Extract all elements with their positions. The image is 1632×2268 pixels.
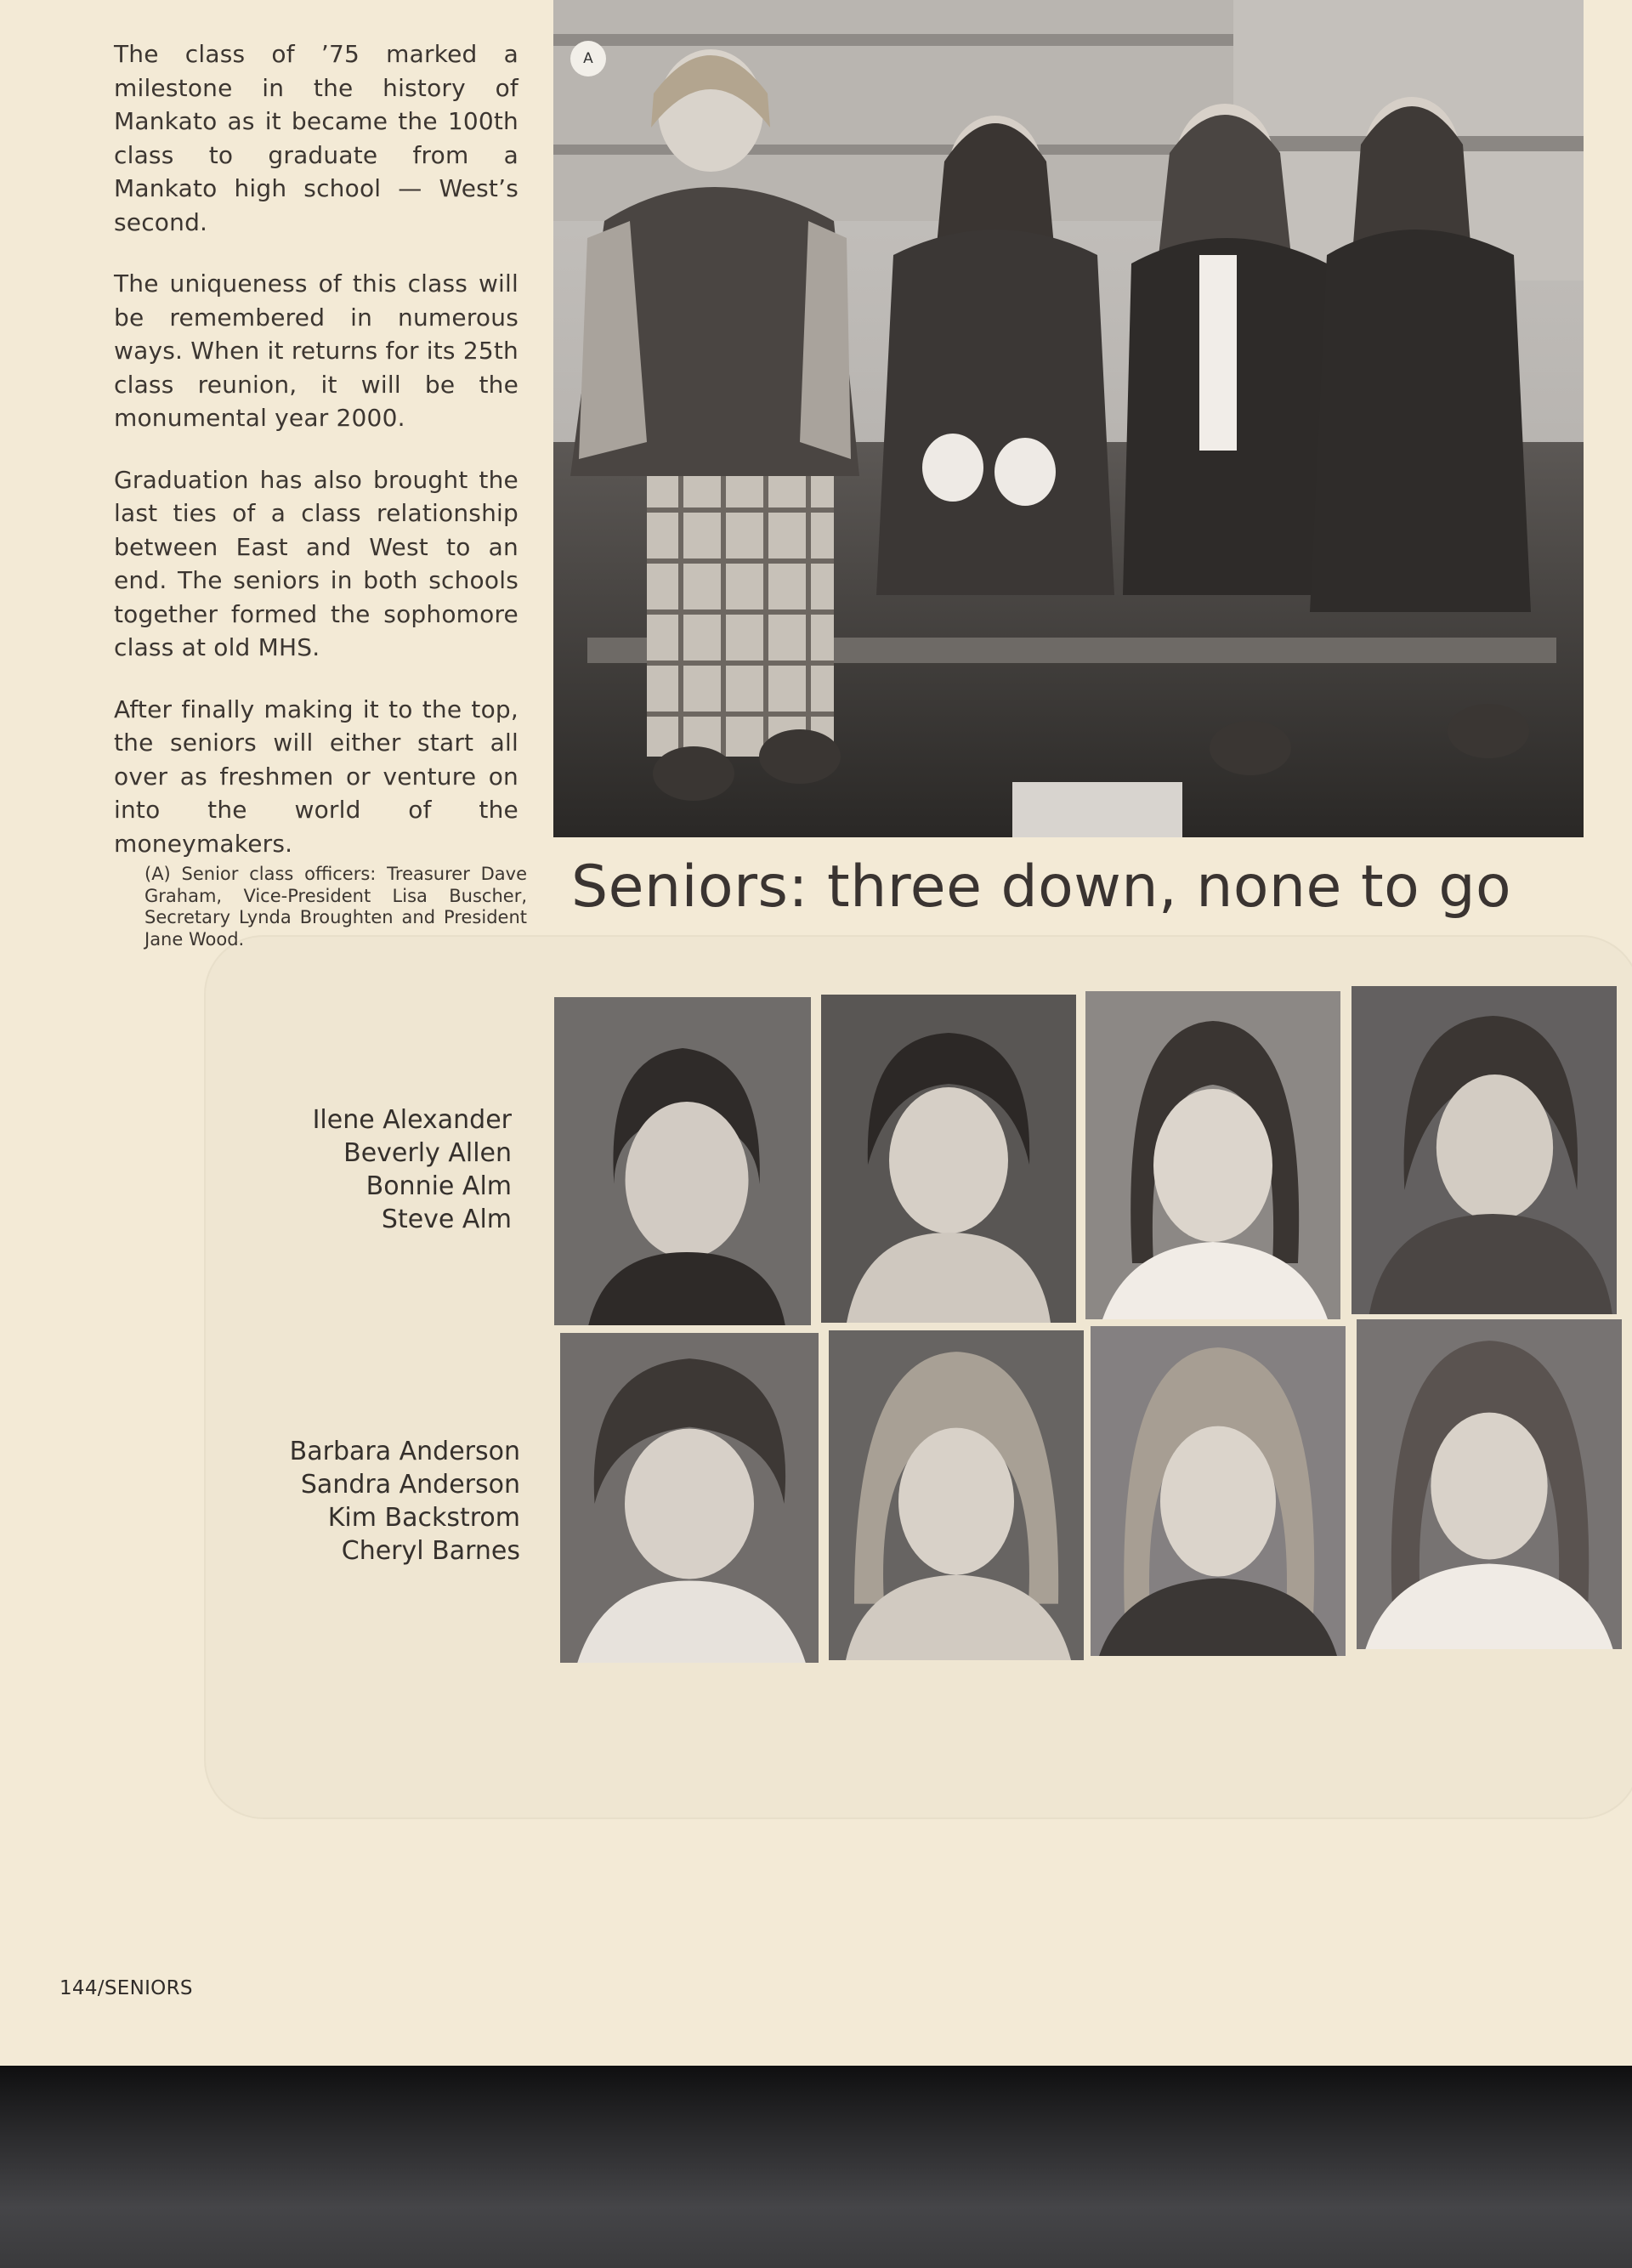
- intro-text: [114, 37, 518, 888]
- senior-name: Sandra Anderson: [300, 1470, 520, 1500]
- page-number-label: 144/SENIORS: [60, 1977, 193, 1999]
- senior-name: Kim Backstrom: [327, 1503, 520, 1533]
- page-headline: Seniors: three down, none to go: [571, 853, 1512, 921]
- intro-paragraph: The uniqueness of this class will be remembered in numerous ways. When it returns for its 25th class reunion, it will be the monumental year 2000.: [114, 269, 518, 432]
- portrait-photo: [1091, 1326, 1346, 1656]
- intro-paragraph: The class of ’75 marked a milestone in the history of Mankato as it became the 100th class to graduate from a Mankato high school — West’s second.: [114, 40, 518, 236]
- portrait-photo: [560, 1333, 819, 1663]
- portrait-photo: [829, 1330, 1084, 1660]
- senior-name: Ilene Alexander: [312, 1105, 512, 1135]
- senior-name: Beverly Allen: [343, 1138, 512, 1168]
- name-list-row-2: [180, 1435, 520, 1568]
- portrait-photo: [821, 995, 1076, 1323]
- photo-label: A: [570, 41, 606, 77]
- photo-caption: (A) Senior class officers: Treasurer Dave Graham, Vice-President Lisa Buscher, Secretary Lynda Broughten and President Jane Wood.: [144, 864, 527, 950]
- name-list-row-1: [172, 1103, 512, 1236]
- senior-name: Bonnie Alm: [366, 1171, 512, 1201]
- intro-paragraph: Graduation has also brought the last ties of a class relationship between East and West to an end. The seniors in both schools together formed the sophomore class at old MHS.: [114, 465, 518, 661]
- senior-name: Cheryl Barnes: [341, 1536, 520, 1566]
- officers-photo: [553, 0, 1584, 837]
- portrait-photo: [1357, 1319, 1622, 1649]
- senior-name: Barbara Anderson: [289, 1437, 520, 1466]
- portrait-photo: [1085, 991, 1340, 1319]
- senior-name: Steve Alm: [381, 1205, 512, 1234]
- officers-photo-art: [553, 0, 1584, 837]
- portrait-photo: [1352, 986, 1617, 1314]
- portrait-photo: [554, 997, 811, 1325]
- scan-shadow: [0, 2066, 1632, 2268]
- intro-paragraph: After finally making it to the top, the seniors will either start all over as freshmen or venture on into the world of the moneymakers.: [114, 695, 518, 858]
